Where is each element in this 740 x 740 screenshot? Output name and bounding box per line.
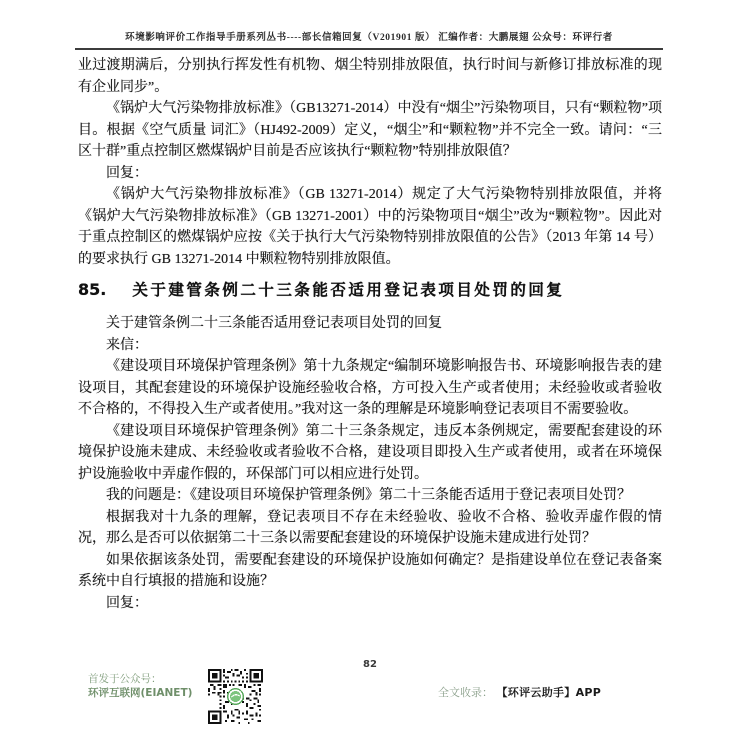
body-paragraph: 关于建管条例二十三条能否适用登记表项目处罚的回复 (106, 316, 442, 331)
publisher-note (88, 673, 192, 700)
qr-code-icon (208, 669, 263, 724)
reply-label-paragraph: 回复： (106, 595, 148, 611)
reply-label-paragraph: 回复： (106, 165, 148, 181)
section-title: 关于建管条例二十三条能否适用登记表项目处罚的回复 (132, 282, 565, 299)
body-paragraph: 《锅炉大气污染物排放标准》（GB 13271-2014）规定了大气污染物特别排放限值，并将《锅炉大气污染物排放标准》（GB 13271-2001）中的污染物项目“烟尘”改为“颗粒物”。因此对于重点控制区的燃煤锅炉应按《关于执行大气污染物特别排放限值的公告》（2013 年第 14 号）的要求执行 GB 13271-2014 中颗粒物特别排放限值。 (78, 187, 662, 267)
body-paragraph: 如果依据该条处罚，需要配套建设的环境保护设施如何确定？是指建设单位在登记表备案系统中自行填报的措施和设施？ (78, 552, 662, 589)
section-number: 85. (78, 280, 107, 299)
document-body (78, 55, 662, 614)
section-heading (78, 278, 662, 303)
collection-prefix: 全文收录： (438, 686, 493, 699)
document-header: 环境影响评价工作指导手册系列丛书----部长信箱回复（V201901 版） 汇编作者：大鹏展翅 公众号：环评行者 (75, 29, 663, 50)
body-paragraph: 根据我对十九条的理解，登记表项目不存在未经验收、验收不合格、验收弄虚作假的情况，那么是否可以依据第二十三条以需要配套建设的环境保护设施未建成进行处罚？ (78, 509, 662, 546)
page-number: 82 (363, 659, 377, 670)
body-paragraph: 《建设项目环境保护管理条例》第二十三条条规定，违反本条例规定，需要配套建设的环境保护设施未建成、未经验收或者验收不合格，建设项目即投入生产或者使用，或者在环境保护设施验收中弄虚作假的，环保部门可以相应进行处罚。 (78, 423, 662, 482)
body-paragraph: 《锅炉大气污染物排放标准》（GB13271-2014）中没有“烟尘”污染物项目，只有“颗粒物”项目。根据《空气质量 词汇》（HJ492-2009）定义，“烟尘”和“颗粒物”并不完全一致。请问：“三区十群”重点控制区燃煤锅炉目前是否应该执行“颗粒物”特别排放限值？ (78, 101, 662, 159)
body-paragraph: 《建设项目环境保护管理条例》第十九条规定“编制环境影响报告书、环境影响报告表的建设项目，其配套建设的环境保护设施经验收合格，方可投入生产或者使用；未经验收或者验收不合格的，不得投入生产或者使用。”我对这一条的理解是环境影响登记表项目不需要验收。 (78, 359, 662, 417)
publisher-line: 首发于公众号： (88, 673, 162, 685)
letter-label-paragraph: 来信： (106, 337, 148, 353)
body-paragraph: 业过渡期满后，分别执行挥发性有机物、烟尘特别排放限值，执行时间与新修订排放标准的现有企业同步”。 (78, 58, 662, 95)
body-paragraph: 我的问题是：《建设项目环境保护管理条例》第二十三条能否适用于登记表项目处罚？ (106, 488, 631, 503)
collection-app-name: 【环评云助手】APP (496, 686, 602, 699)
publisher-name: 环评互联网(EIANET) (88, 686, 193, 699)
collection-note (438, 684, 601, 700)
